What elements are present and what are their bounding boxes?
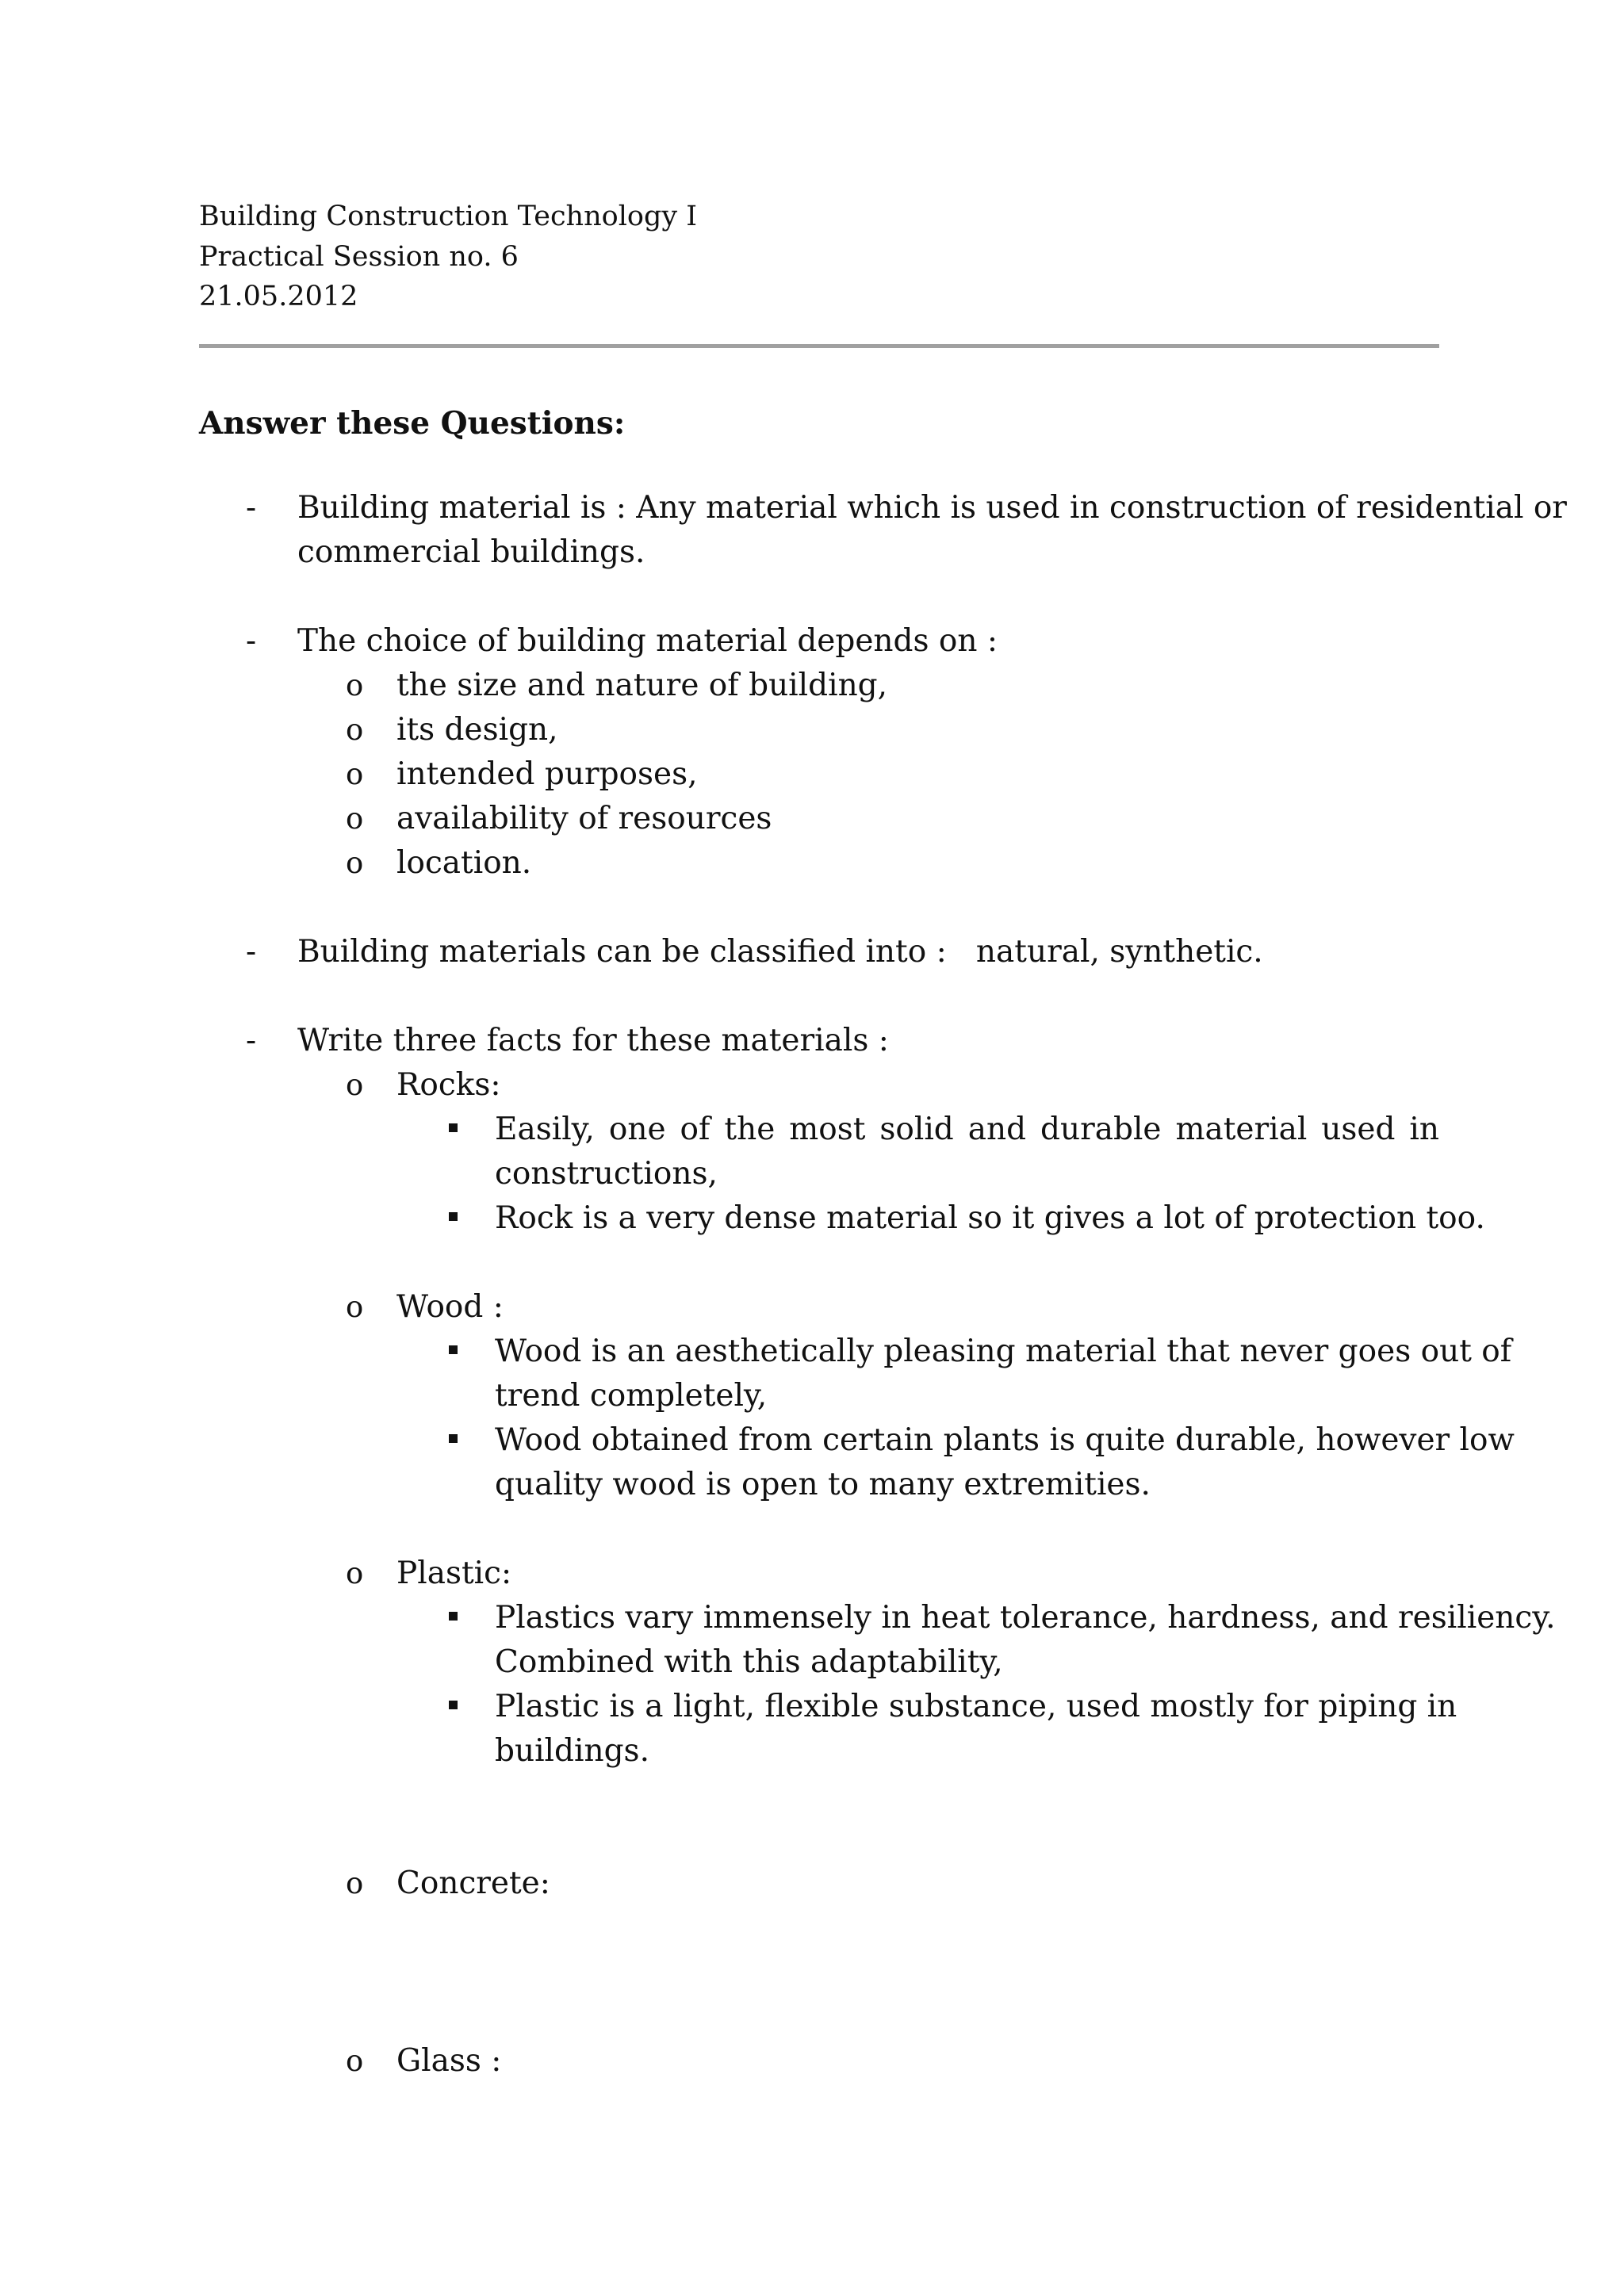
wood-fact2-line1: Wood obtained from certain plants is quite durable, however low <box>495 1422 1515 1458</box>
rocks-fact2: Rock is a very dense material so it gives a lot of protection too. <box>495 1200 1485 1236</box>
circle-bullet: o <box>346 668 364 702</box>
dash-bullet: - <box>246 623 257 659</box>
circle-bullet: o <box>346 802 364 836</box>
circle-bullet: o <box>346 1866 364 1900</box>
square-bullet <box>449 1701 458 1709</box>
wood-fact1-line1: Wood is an aesthetically pleasing material that never goes out of <box>495 1334 1512 1369</box>
square-bullet <box>449 1345 458 1354</box>
plastic-label: Plastic: <box>396 1556 512 1591</box>
wood-fact2-line2: quality wood is open to many extremities. <box>495 1467 1151 1502</box>
q2-text: The choice of building material depends on : <box>297 623 998 659</box>
q2-item-purposes: intended purposes, <box>396 756 698 792</box>
dash-bullet: - <box>246 490 257 526</box>
q4-text: Write three facts for these materials : <box>297 1023 889 1058</box>
square-bullet <box>449 1212 458 1221</box>
circle-bullet: o <box>346 846 364 880</box>
q1-line2: commercial buildings. <box>297 534 645 570</box>
rocks-fact1-line1: Easily, one of the most solid and durable material used in <box>495 1112 1439 1147</box>
plastic-fact1-line1: Plastics vary immensely in heat tolerance, hardness, and resiliency. <box>495 1600 1556 1636</box>
q2-item-size: the size and nature of building, <box>396 668 888 703</box>
session-date: 21.05.2012 <box>199 281 358 312</box>
dash-bullet: - <box>246 1023 257 1058</box>
circle-bullet: o <box>346 1290 364 1324</box>
course-title: Building Construction Technology I <box>199 201 698 232</box>
header-divider <box>199 344 1439 348</box>
square-bullet <box>449 1123 458 1132</box>
rocks-label: Rocks: <box>396 1067 501 1103</box>
plastic-fact1-line2: Combined with this adaptability, <box>495 1644 1003 1680</box>
circle-bullet: o <box>346 1556 364 1590</box>
wood-label: Wood : <box>396 1289 504 1325</box>
session-number: Practical Session no. 6 <box>199 241 519 273</box>
q3-text: Building materials can be classified into : natural, synthetic. <box>297 934 1263 970</box>
q1-line1: Building material is : Any material which is used in construction of residential or <box>297 490 1567 526</box>
square-bullet <box>449 1612 458 1621</box>
glass-label: Glass : <box>396 2043 502 2079</box>
q2-item-location: location. <box>396 845 532 881</box>
circle-bullet: o <box>346 1068 364 1102</box>
wood-fact1-line2: trend completely, <box>495 1378 768 1414</box>
circle-bullet: o <box>346 713 364 747</box>
q2-item-design: its design, <box>396 712 558 748</box>
plastic-fact2-line1: Plastic is a light, flexible substance, used mostly for piping in <box>495 1689 1457 1724</box>
square-bullet <box>449 1434 458 1443</box>
concrete-label: Concrete: <box>396 1866 550 1901</box>
circle-bullet: o <box>346 757 364 791</box>
circle-bullet: o <box>346 2044 364 2078</box>
questions-heading: Answer these Questions: <box>199 405 626 442</box>
dash-bullet: - <box>246 934 257 970</box>
rocks-fact1-line2: constructions, <box>495 1156 718 1192</box>
plastic-fact2-line2: buildings. <box>495 1733 649 1769</box>
q2-item-resources: availability of resources <box>396 801 772 836</box>
